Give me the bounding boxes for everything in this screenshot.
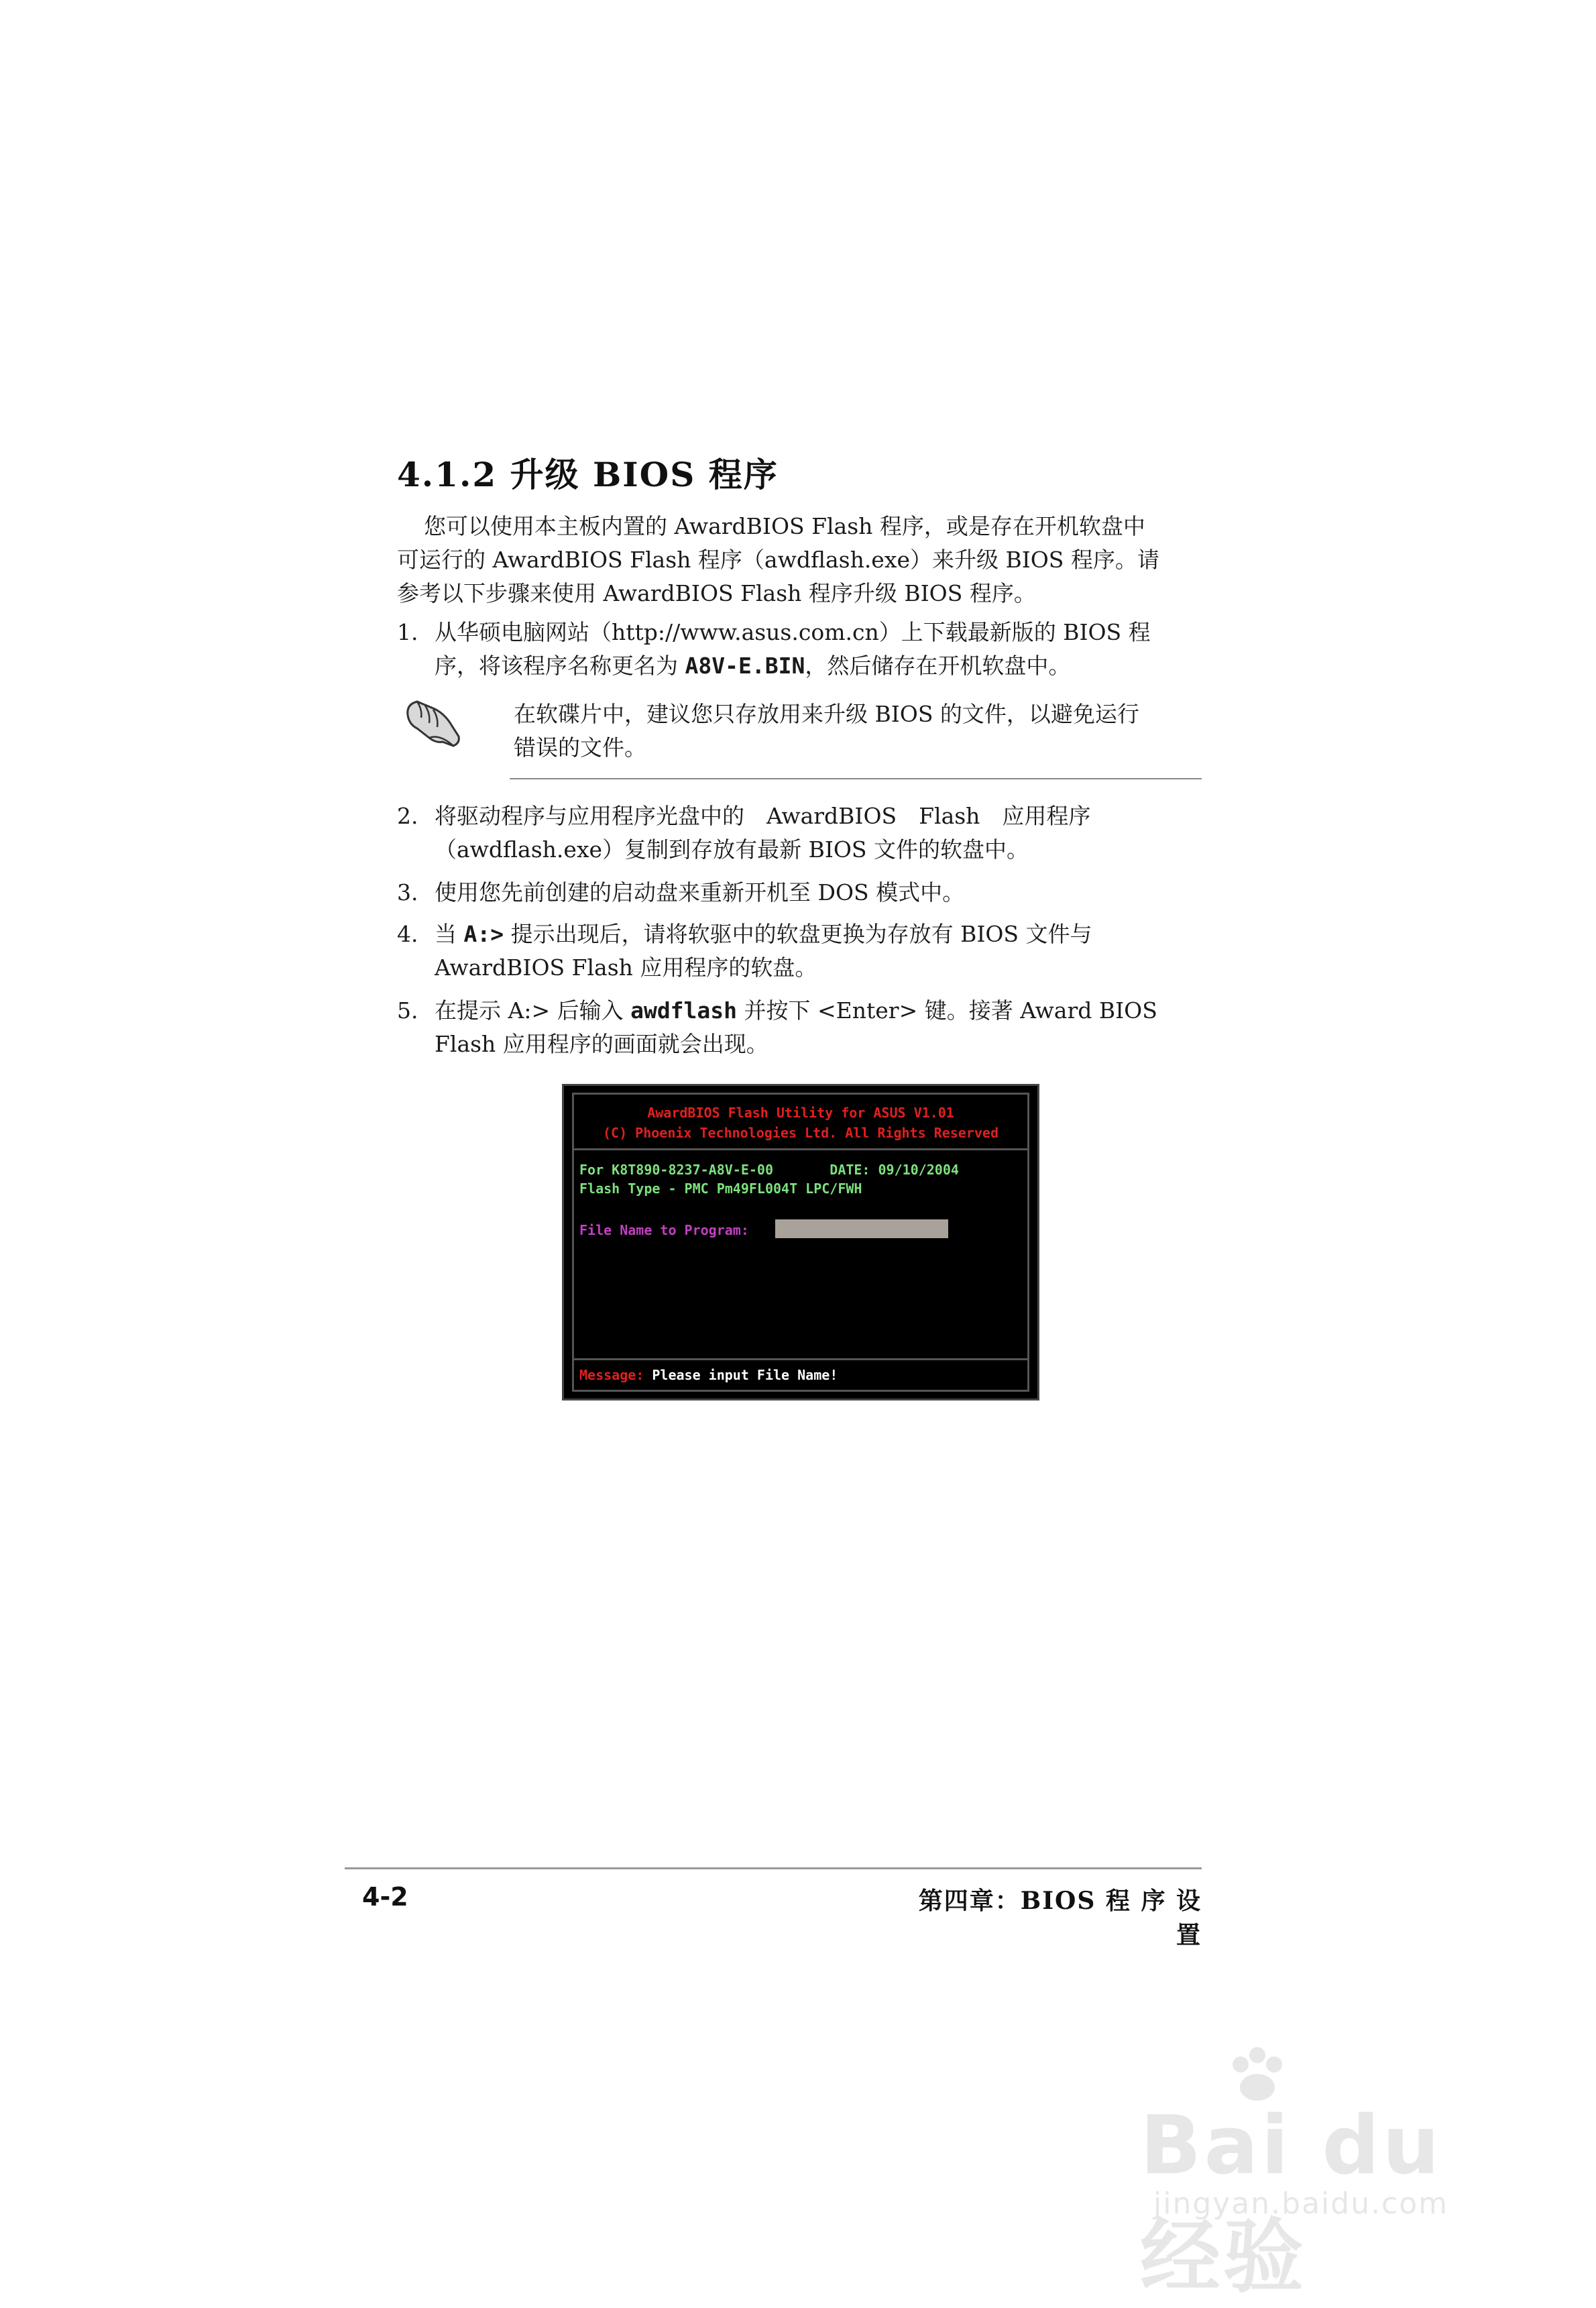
message-label: Message: [579,1367,644,1383]
step-5-line-1 [435,994,1202,1028]
step-5 [397,994,1202,1061]
baidu-watermark-logo [1140,2046,1516,2304]
step-number: 5. [397,997,418,1024]
step-1 [397,616,1202,683]
step-4 [397,918,1202,985]
step-5-text-a: 在提示 A:> 后输入 [435,997,631,1024]
step-number: 3. [397,879,418,905]
step-5-line-2: Flash 应用程序的画面就会出现。 [435,1031,768,1057]
bios-message-bar [579,1367,838,1383]
step-4-line-1 [435,918,1202,951]
intro-paragraph [397,510,1202,610]
section-title: 4.1.2 升级 BIOS 程序 [397,455,779,494]
step-4-line-2: AwardBIOS Flash 应用程序的软盘。 [435,954,817,981]
file-name-input[interactable] [775,1219,948,1238]
step-2 [397,800,1202,867]
step-1-text-c: ，然后储存在开机软盘中。 [805,653,1071,679]
chapter-title: 第四章：BIOS 程 序 设 置 [918,1887,1202,1949]
command-highlight: awdflash [630,997,738,1024]
note-box [510,698,1202,779]
step-5-text-c: 并按下 <Enter> 键。接著 Award BIOS [737,997,1157,1024]
bios-header [574,1103,1027,1143]
filename-highlight: A8V-E.BIN [685,653,805,679]
note-text [514,698,1198,765]
step-4-text-c: 提示出现后，请将软驱中的软盘更换为存放有 BIOS 文件与 [504,921,1092,947]
note-line-1: 在软碟片中，建议您只存放用来升级 BIOS 的文件，以避免运行 [514,701,1139,727]
bios-divider [574,1148,1027,1150]
step-4-text-a: 当 [435,921,464,947]
step-1-text-a: 序，将该程序名称更名为 [435,653,685,679]
prompt-highlight: A:> [463,921,504,947]
step-number: 1. [397,619,418,645]
step-3 [397,876,1202,910]
step-1-line-2 [435,649,1202,683]
intro-line-1: 您可以使用本主板内置的 AwardBIOS Flash 程序，或是存在开机软盘中 [424,513,1145,539]
bios-flash-screen [562,1084,1039,1400]
step-3-line-1: 使用您先前创建的启动盘来重新开机至 DOS 模式中。 [435,879,965,905]
step-1-line-1: 从华硕电脑网站（http://www.asus.com.cn）上下载最新版的 BIOS 程 [435,619,1151,645]
intro-line-3: 参考以下步骤来使用 AwardBIOS Flash 程序升级 BIOS 程序。 [397,580,1036,606]
bios-header-copyright: (C) Phoenix Technologies Ltd. All Rights Reserved [602,1125,999,1141]
bios-board-info: For K8T890-8237-A8V-E-00 DATE: 09/10/2004 [579,1162,959,1178]
hand-note-icon [402,695,463,751]
message-text: Please input File Name! [652,1367,838,1383]
bios-header-title: AwardBIOS Flash Utility for ASUS V1.01 [647,1105,954,1121]
watermark-url: jingyan.baidu.com [1153,2187,1449,2221]
bios-divider [574,1358,1027,1360]
bios-frame [572,1093,1029,1392]
footer-divider [345,1867,1202,1869]
bios-flash-type: Flash Type - PMC Pm49FL004T LPC/FWH [579,1180,862,1197]
watermark-brand: Bai du 经验 [1140,2099,1442,2304]
step-2-line-2: （awdflash.exe）复制到存放有最新 BIOS 文件的软盘中。 [435,836,1029,863]
file-name-label: File Name to Program: [579,1222,749,1238]
note-line-2: 错误的文件。 [514,734,646,761]
step-2-line-1: 将驱动程序与应用程序光盘中的 AwardBIOS Flash 应用程序 [435,803,1091,829]
step-number: 2. [397,803,418,829]
page-number: 4-2 [362,1882,408,1912]
step-number: 4. [397,921,418,947]
intro-line-2: 可运行的 AwardBIOS Flash 程序（awdflash.exe）来升级 BIOS 程序。请 [397,547,1159,573]
